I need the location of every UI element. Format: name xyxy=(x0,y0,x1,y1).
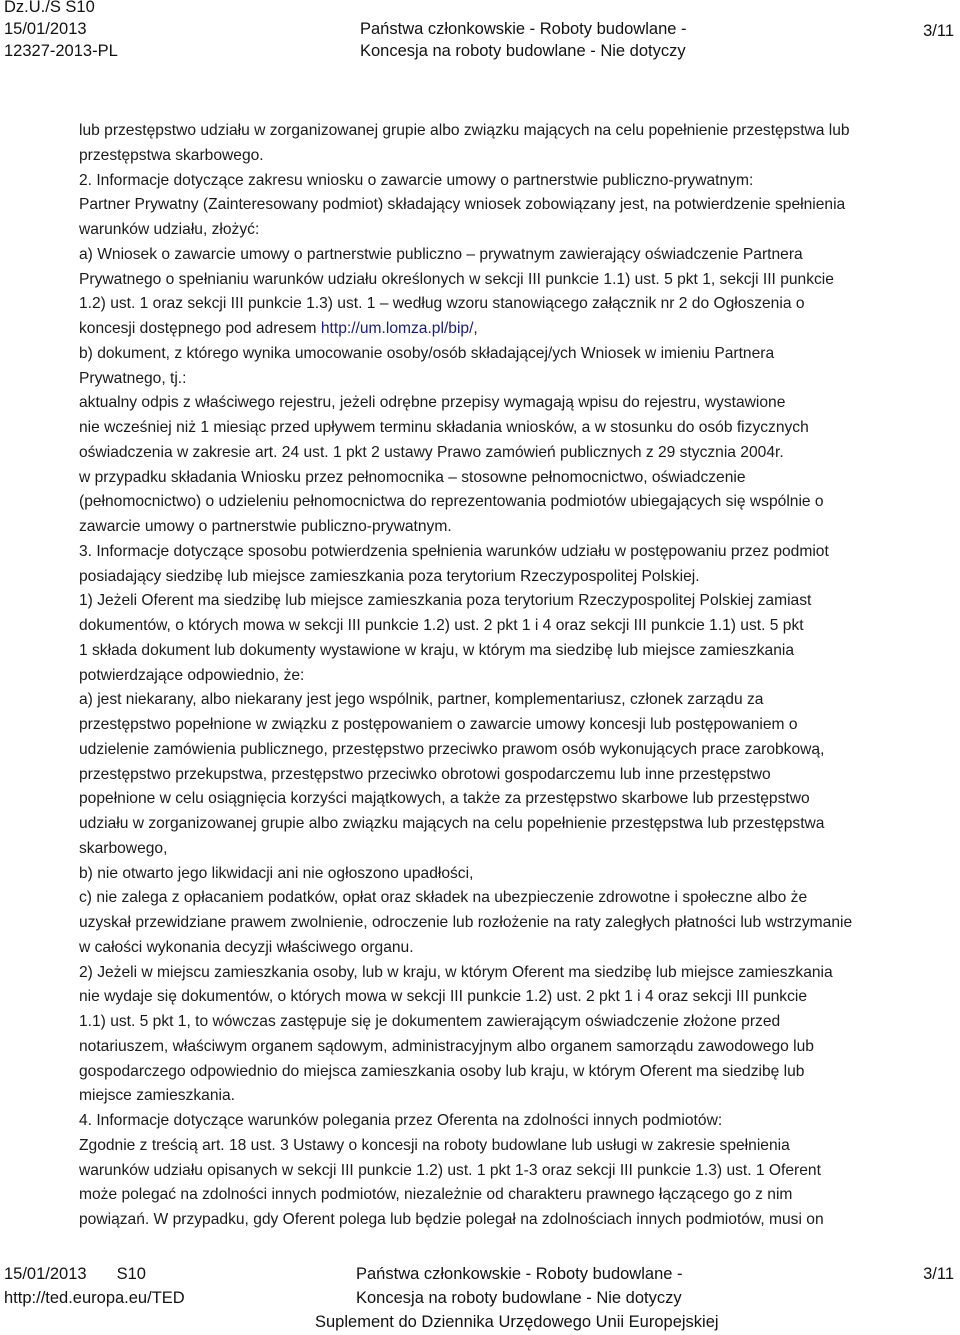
body-line: 2) Jeżeli w miejscu zamieszkania osoby, lub w kraju, w którym Oferent ma siedzibę lub miejsce zamieszkania xyxy=(79,963,833,981)
body-line: 4. Informacje dotyczące warunków polegania przez Oferenta na zdolności innych podmiotów: xyxy=(79,1112,723,1129)
body-line: w przypadku składania Wniosku przez pełnomocnika – stosowne pełnomocnictwo, oświadczenie xyxy=(79,468,746,486)
body-line: przestępstwo popełnione w związku z postępowaniem o zawarcie umowy koncesji lub postępowaniem o xyxy=(79,716,798,733)
body-line: nie wcześniej niż 1 miesiąc przed upływem terminu składania wniosków, a w stosunku do osób fizycznych xyxy=(79,419,809,436)
body-line: potwierdzające odpowiednio, że: xyxy=(79,666,305,684)
body-line: popełnione w celu osiągnięcia korzyści majątkowych, a także za przestępstwo skarbowe lub przestępstwo xyxy=(79,790,810,808)
notice-body xyxy=(79,119,959,1233)
body-line: udziału w zorganizowanej grupie albo związku mających na celu popełnienie przestępstwa lub przestępstwa xyxy=(79,815,825,832)
body-line: a) Wniosek o zawarcie umowy o partnerstwie publiczno – prywatnym zawierający oświadczenie Partnera xyxy=(79,245,803,263)
body-line xyxy=(79,317,959,342)
body-line: gospodarczego odpowiednio do miejsca zamieszkania osoby lub kraju, w którym Oferent ma siedzibę lub xyxy=(79,1062,805,1080)
body-line: 1 składa dokument lub dokumenty wystawione w kraju, w którym ma siedzibę lub miejsce zamieszkania xyxy=(79,641,795,659)
body-line: Partner Prywatny (Zainteresowany podmiot) składający wniosek zobowiązany jest, na potwierdzenie spełnienia xyxy=(79,196,846,214)
body-line: w całości wykonania decyzji właściwego organu. xyxy=(79,938,414,956)
body-line: Zgodnie z treścią art. 18 ust. 3 Ustawy o koncesji na roboty budowlane lub usługi w zakresie spełnienia xyxy=(79,1136,790,1154)
footer-page-number: 3/11 xyxy=(923,1265,954,1283)
footer-title-line1: Państwa członkowskie - Roboty budowlane - xyxy=(356,1265,683,1283)
body-line: c) nie zalega z opłacaniem podatków, opłat oraz składek na ubezpieczenie zdrowotne i społeczne albo że xyxy=(79,889,808,907)
header-meta xyxy=(4,0,118,62)
footer-url[interactable]: http://ted.europa.eu/TED xyxy=(4,1288,185,1307)
body-line: Prywatnego, tj.: xyxy=(79,369,187,387)
body-line: b) dokument, z którego wynika umocowanie osoby/osób składającej/ych Wniosek w imieniu Partnera xyxy=(79,344,775,362)
body-line: zawarcie umowy o partnerstwie publiczno-prywatnym. xyxy=(79,518,452,535)
link-line-prefix: koncesji dostępnego pod adresem xyxy=(79,320,321,337)
footer-supplement: Suplement do Dziennika Urzędowego Unii Europejskiej xyxy=(315,1313,719,1331)
link-line-suffix: , xyxy=(473,320,478,337)
body-line: aktualny odpis z właściwego rejestru, jeżeli odrębne przepisy wymagają wpisu do rejestru, wystawione xyxy=(79,394,786,412)
body-line: może polegać na zdolności innych podmiotów, niezależnie od charakteru prawnego łączącego go z nim xyxy=(79,1186,793,1204)
body-line: warunków udziału opisanych w sekcji III punkcie 1.2) ust. 1 pkt 1-3 oraz sekcji III punkcie 1.3) ust. 1 Oferent xyxy=(79,1161,821,1179)
footer-title-line2: Koncesja na roboty budowlane - Nie dotyczy xyxy=(356,1288,682,1307)
footer-code: S10 xyxy=(116,1265,146,1283)
footer-meta xyxy=(4,1263,185,1310)
body-line: dokumentów, o których mowa w sekcji III punkcie 1.2) ust. 2 pkt 1 i 4 oraz sekcji III punkcie 1.1) ust. 5 pkt xyxy=(79,617,804,634)
header-title-line2: Koncesja na roboty budowlane - Nie dotyczy xyxy=(360,42,686,60)
body-line: oświadczenia w zakresie art. 24 ust. 1 pkt 2 ustawy Prawo zamówień publicznych z 29 stycznia 2004r. xyxy=(79,443,784,461)
footer-title xyxy=(356,1263,683,1310)
header-oj-ref: Dz.U./S S10 xyxy=(4,0,95,16)
body-line: udzielenie zamówienia publicznego, przestępstwo przeciwko prawom osób wykonujących prace zarobkową, xyxy=(79,740,825,758)
header-date: 15/01/2013 xyxy=(4,20,87,38)
body-line: notariuszem, właściwym organem sądowym, administracyjnym albo organem samorządu zawodowego lub xyxy=(79,1037,814,1055)
header-title xyxy=(360,18,687,62)
body-line: a) jest niekarany, albo niekarany jest jego wspólnik, partner, komplementariusz, członek zarządu za xyxy=(79,691,764,709)
body-line: skarbowego, xyxy=(79,839,168,857)
header-title-line1: Państwa członkowskie - Roboty budowlane - xyxy=(360,20,687,38)
body-line: 1) Jeżeli Oferent ma siedzibę lub miejsce zamieszkania poza terytorium Rzeczypospolitej Polskiej zamiast xyxy=(79,592,812,610)
body-line: (pełnomocnictwo) o udzieleniu pełnomocnictwa do reprezentowania podmiotów ubiegających się wspólnie o xyxy=(79,493,824,511)
bip-link[interactable]: http://um.lomza.pl/bip/ xyxy=(320,320,474,337)
body-line: posiadający siedzibę lub miejsce zamieszkania poza terytorium Rzeczypospolitej Polskiej. xyxy=(79,567,700,585)
body-line: nie wydaje się dokumentów, o których mowa w sekcji III punkcie 1.2) ust. 2 pkt 1 i 4 oraz sekcji III punkcie xyxy=(79,988,808,1006)
body-line: uzyskał przewidziane prawem zwolnienie, odroczenie lub rozłożenie na raty zaległych płatności lub wstrzymanie xyxy=(79,914,853,931)
body-line: przestępstwa skarbowego. xyxy=(79,146,264,164)
body-line: warunków udziału, złożyć: xyxy=(79,221,260,238)
body-line: powiązań. W przypadku, gdy Oferent polega lub będzie polegał na zdolnościach innych podmiotów, musi on xyxy=(79,1211,824,1228)
header-notice-id: 12327-2013-PL xyxy=(4,42,118,60)
body-line: miejsce zamieszkania. xyxy=(79,1087,235,1105)
body-line: 1.1) ust. 5 pkt 1, to wówczas zastępuje się je dokumentem zawierającym oświadczenie złożone przed xyxy=(79,1013,781,1030)
body-line: 1.2) ust. 1 oraz sekcji III punkcie 1.3) ust. 1 – według wzoru stanowiącego załącznik nr 2 do Ogłoszenia o xyxy=(79,295,805,313)
body-line: 2. Informacje dotyczące zakresu wniosku o zawarcie umowy o partnerstwie publiczno-prywatnym: xyxy=(79,171,754,189)
body-line: Prywatnego o spełnianiu warunków udziału określonych w sekcji III punkcie 1.1) ust. 5 pkt 1, sekcji III punkcie xyxy=(79,270,834,288)
footer-date: 15/01/2013 xyxy=(4,1265,87,1283)
body-line: lub przestępstwo udziału w zorganizowanej grupie albo związku mających na celu popełnienie przestępstwa lub xyxy=(79,122,850,139)
body-line: b) nie otwarto jego likwidacji ani nie ogłoszono upadłości, xyxy=(79,864,474,882)
header-page-number: 3/11 xyxy=(923,22,954,40)
body-line: 3. Informacje dotyczące sposobu potwierdzenia spełnienia warunków udziału w postępowaniu przez podmiot xyxy=(79,542,829,560)
body-line: przestępstwo przekupstwa, przestępstwo przeciwko obrotowi gospodarczemu lub inne przestępstwo xyxy=(79,765,771,783)
